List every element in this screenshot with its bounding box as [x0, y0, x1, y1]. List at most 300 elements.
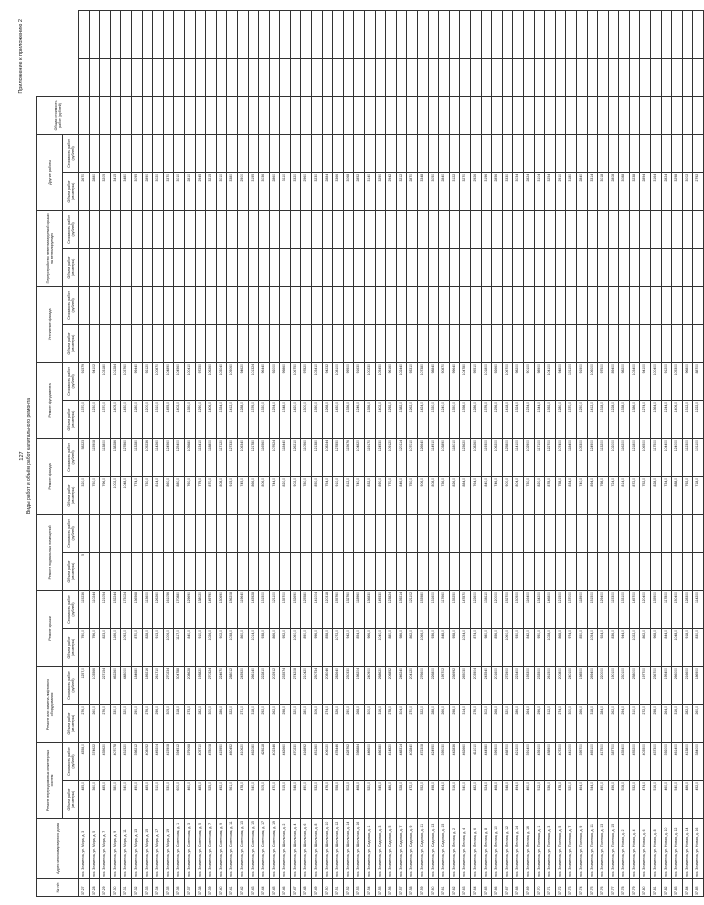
table-row: [227, 10, 238, 896]
table-cell: 391400: [523, 742, 534, 780]
table-cell: [502, 10, 513, 58]
table-cell: 208628: [184, 666, 195, 704]
table-cell: [513, 324, 524, 362]
table-cell: [629, 514, 640, 552]
table-cell: 106260: [206, 362, 217, 400]
table-cell: 884,0: [460, 476, 471, 514]
table-cell: 1038,0: [227, 628, 238, 666]
table-cell: 718,0: [693, 476, 704, 514]
table-cell: [79, 10, 90, 58]
table-cell: [248, 134, 259, 172]
table-cell: [312, 286, 323, 324]
row-address: пос. Знаменка, ул. Новая, д. 10: [661, 819, 672, 879]
table-cell: 1392,0: [545, 400, 556, 438]
table-cell: [386, 286, 397, 324]
table-cell: 398212: [131, 742, 142, 780]
table-cell: 1324,0: [513, 400, 524, 438]
table-cell: [651, 10, 662, 58]
table-cell: [481, 514, 492, 552]
header-group: Ремонт фасада: [37, 438, 63, 514]
table-cell: [534, 286, 545, 324]
table-cell: [184, 96, 195, 134]
table-row: [237, 10, 248, 896]
table-cell: [322, 96, 333, 134]
table-cell: [523, 324, 534, 362]
table-cell: [566, 514, 577, 552]
table-cell: [576, 324, 587, 362]
table-cell: 105300: [576, 438, 587, 476]
table-cell: 1364,0: [651, 400, 662, 438]
table-cell: 2870: [407, 172, 418, 210]
table-cell: 510,0: [153, 781, 164, 819]
row-address: пос. Знаменка, ул. Школьная, д. 2: [280, 819, 291, 879]
table-cell: [365, 10, 376, 58]
table-cell: 108260: [470, 438, 481, 476]
table-cell: 3348: [418, 172, 429, 210]
table-cell: 103760: [121, 362, 132, 400]
row-number: 37.72: [555, 879, 566, 897]
table-cell: [174, 58, 185, 96]
row-number: 37.48: [301, 879, 312, 897]
subheader-cost: Стоимость работ (рублей): [63, 514, 79, 552]
subheader-volume: Объем работ (кв.метры): [63, 324, 79, 362]
table-cell: [428, 58, 439, 96]
table-cell: [280, 134, 291, 172]
table-cell: [418, 96, 429, 134]
table-cell: 1382,0: [396, 400, 407, 438]
table-cell: 894,0: [587, 476, 598, 514]
table-cell: [460, 96, 471, 134]
table-cell: [587, 248, 598, 286]
table-cell: [460, 324, 471, 362]
row-number: 37.38: [195, 879, 206, 897]
table-cell: 360,0: [89, 781, 100, 819]
table-cell: [587, 552, 598, 590]
row-address: пос. Знаменка, ул. Новая, д. 6: [640, 819, 651, 879]
table-row: [682, 10, 693, 896]
table-cell: 151500: [587, 590, 598, 628]
table-cell: 532,0: [629, 781, 640, 819]
table-cell: 103890: [439, 438, 450, 476]
table-cell: 115908: [89, 438, 100, 476]
table-cell: 95510: [470, 362, 481, 400]
table-cell: [661, 58, 672, 96]
table-cell: 1312,0: [682, 400, 693, 438]
table-cell: 298,0: [449, 704, 460, 742]
table-cell: 460,0: [184, 781, 195, 819]
table-cell: [248, 210, 259, 248]
table-cell: 942,0: [343, 628, 354, 666]
table-cell: 88700: [693, 362, 704, 400]
table-row: [333, 10, 344, 896]
table-cell: [523, 134, 534, 172]
table-cell: 1117,0: [174, 628, 185, 666]
table-cell: 90100: [523, 362, 534, 400]
table-cell: 121100: [269, 590, 280, 628]
table-cell: 118440: [280, 438, 291, 476]
table-cell: 3254: [545, 172, 556, 210]
table-cell: 119300: [481, 438, 492, 476]
table-cell: 462260: [110, 666, 121, 704]
table-cell: 105300: [672, 362, 683, 400]
row-address: пос. Знаменка, ул. Школьная, д. 10: [322, 819, 333, 879]
table-cell: [248, 324, 259, 362]
table-cell: [142, 286, 153, 324]
table-cell: 472308: [418, 742, 429, 780]
table-cell: [301, 514, 312, 552]
table-cell: [121, 552, 132, 590]
table-cell: [682, 210, 693, 248]
table-cell: [237, 286, 248, 324]
table-cell: [693, 210, 704, 248]
table-cell: 210420: [301, 666, 312, 704]
table-cell: [301, 248, 312, 286]
table-cell: [301, 210, 312, 248]
table-cell: [259, 324, 270, 362]
table-cell: 814,0: [153, 476, 164, 514]
table-cell: 94620: [237, 362, 248, 400]
table-cell: 101100: [693, 438, 704, 476]
table-cell: 448000: [121, 666, 132, 704]
table-cell: [651, 552, 662, 590]
table-cell: [131, 134, 142, 172]
table-cell: 3010: [216, 172, 227, 210]
table-cell: [290, 248, 301, 286]
table-row: [79, 10, 90, 896]
table-cell: [100, 514, 111, 552]
table-cell: [513, 248, 524, 286]
table-cell: [248, 552, 259, 590]
table-cell: [354, 324, 365, 362]
row-number: 37.64: [470, 879, 481, 897]
table-cell: 3195: [248, 172, 259, 210]
table-cell: [354, 96, 365, 134]
table-cell: 2840: [439, 172, 450, 210]
table-cell: [608, 248, 619, 286]
table-cell: 435400: [619, 742, 630, 780]
table-cell: [439, 514, 450, 552]
table-cell: [502, 552, 513, 590]
table-cell: 888,0: [672, 476, 683, 514]
table-cell: [301, 134, 312, 172]
table-cell: 880,0: [386, 628, 397, 666]
table-cell: 230330: [343, 666, 354, 704]
table-cell: 243920: [237, 666, 248, 704]
table-cell: [693, 514, 704, 552]
table-cell: [407, 552, 418, 590]
table-cell: [672, 514, 683, 552]
table-cell: [481, 552, 492, 590]
table-cell: [290, 210, 301, 248]
table-cell: 250734: [312, 666, 323, 704]
table-cell: 930,0: [513, 628, 524, 666]
table-cell: 536,0: [545, 781, 556, 819]
table-cell: [280, 324, 291, 362]
table-cell: [449, 248, 460, 286]
table-cell: 986,0: [396, 628, 407, 666]
table-cell: 804,0: [513, 476, 524, 514]
table-cell: [333, 210, 344, 248]
table-cell: 92000: [269, 362, 280, 400]
table-cell: [290, 96, 301, 134]
table-cell: [343, 248, 354, 286]
table-cell: 1230,0: [89, 400, 100, 438]
table-cell: 1406,0: [672, 400, 683, 438]
row-address: пос. Знаменка, ул. Новая, д. 12: [672, 819, 683, 879]
table-cell: 1405,0: [110, 400, 121, 438]
table-cell: [153, 10, 164, 58]
table-cell: 1280,0: [131, 400, 142, 438]
table-cell: 116400: [523, 590, 534, 628]
table-cell: 115236: [79, 590, 90, 628]
table-cell: [195, 552, 206, 590]
table-cell: [502, 248, 513, 286]
row-number: 37.53: [354, 879, 365, 897]
table-cell: [587, 10, 598, 58]
table-cell: 1370,0: [100, 400, 111, 438]
table-cell: 268,0: [354, 704, 365, 742]
table-cell: 292,0: [259, 704, 270, 742]
table-cell: 502,0: [343, 781, 354, 819]
table-cell: 98840: [428, 362, 439, 400]
table-cell: [460, 58, 471, 96]
row-address: пос. Знаменка, ул. Мира, д. 7: [100, 819, 111, 879]
table-cell: 152700: [502, 590, 513, 628]
table-cell: 1222,0: [693, 400, 704, 438]
table-cell: 470,0: [269, 781, 280, 819]
table-cell: [534, 552, 545, 590]
table-cell: [619, 58, 630, 96]
table-cell: [174, 552, 185, 590]
row-address: пос. Знаменка, ул. Советская, д. 9: [216, 819, 227, 879]
table-cell: [672, 10, 683, 58]
table-cell: [206, 58, 217, 96]
subheader-volume: Объем работ (кв.метры): [63, 248, 79, 286]
subheader-cost: Стоимость работ (рублей): [63, 362, 79, 400]
table-cell: 415950: [216, 742, 227, 780]
table-cell: [428, 10, 439, 58]
table-cell: 105450: [375, 362, 386, 400]
row-number: 37.50: [322, 879, 333, 897]
table-cell: [502, 324, 513, 362]
table-cell: [418, 134, 429, 172]
table-cell: [555, 248, 566, 286]
table-cell: [407, 96, 418, 134]
table-cell: 730,0: [523, 476, 534, 514]
row-number: 37.68: [513, 879, 524, 897]
row-number: 37.84: [682, 879, 693, 897]
table-cell: [237, 134, 248, 172]
table-cell: 220000: [598, 666, 609, 704]
table-cell: 264,0: [523, 704, 534, 742]
table-cell: 3330: [502, 172, 513, 210]
table-cell: [651, 514, 662, 552]
table-cell: [248, 514, 259, 552]
table-cell: [460, 10, 471, 58]
table-cell: [163, 58, 174, 96]
table-cell: [280, 58, 291, 96]
table-row: [481, 10, 492, 896]
table-cell: 844,0: [661, 628, 672, 666]
table-cell: [460, 552, 471, 590]
table-cell: [449, 58, 460, 96]
table-cell: 1386,0: [629, 400, 640, 438]
table-cell: 1034,0: [460, 628, 471, 666]
table-cell: 490,0: [131, 781, 142, 819]
table-cell: 262,0: [269, 704, 280, 742]
table-cell: 548,0: [290, 781, 301, 819]
table-cell: 305,0: [163, 704, 174, 742]
table-cell: [566, 248, 577, 286]
rotated-landscape-sheet: [16, 15, 700, 897]
table-cell: [333, 514, 344, 552]
table-cell: [693, 96, 704, 134]
header-group: Ремонт фундамента: [37, 362, 63, 438]
row-address: пос. Знаменка, ул. Новая, д. 14: [682, 819, 693, 879]
table-cell: 740,0: [576, 476, 587, 514]
table-cell: 451260: [312, 742, 323, 780]
table-cell: [333, 552, 344, 590]
table-cell: [598, 248, 609, 286]
table-cell: 130690: [216, 590, 227, 628]
row-number: 37.29: [100, 879, 111, 897]
table-cell: 505,0: [259, 781, 270, 819]
table-cell: 924,0: [598, 628, 609, 666]
table-cell: 1002,0: [110, 476, 121, 514]
table-cell: 161056: [163, 590, 174, 628]
table-cell: [418, 58, 429, 96]
table-cell: 515,0: [280, 781, 291, 819]
table-cell: 306,0: [312, 704, 323, 742]
table-cell: [513, 552, 524, 590]
header-group: Ремонт внутридомовых инженерных систем: [37, 742, 63, 818]
table-cell: [269, 210, 280, 248]
table-cell: [142, 514, 153, 552]
table-cell: [227, 286, 238, 324]
table-row: [290, 10, 301, 896]
table-cell: 97250: [195, 362, 206, 400]
row-address: пос. Знаменка, ул. Советская, д. 17: [259, 819, 270, 879]
table-cell: 744,0: [269, 476, 280, 514]
table-cell: 3018: [598, 172, 609, 210]
table-cell: 96800: [682, 362, 693, 400]
table-cell: [322, 514, 333, 552]
table-cell: 1288,0: [237, 400, 248, 438]
row-number: 37.55: [375, 879, 386, 897]
table-cell: 141004: [312, 590, 323, 628]
table-cell: [672, 58, 683, 96]
table-cell: 316,0: [672, 704, 683, 742]
table-cell: 2792: [693, 172, 704, 210]
table-cell: 1257,0: [79, 666, 90, 704]
table-cell: [640, 96, 651, 134]
table-cell: 120114: [396, 438, 407, 476]
table-row: [555, 10, 566, 896]
row-address: пос. Знаменка, ул. Лесная, д. 4: [460, 819, 471, 879]
table-cell: 320,0: [121, 704, 132, 742]
table-cell: 806,0: [259, 476, 270, 514]
table-cell: [576, 10, 587, 58]
table-cell: [672, 134, 683, 172]
table-cell: [195, 248, 206, 286]
table-row: [651, 10, 662, 896]
table-cell: [439, 134, 450, 172]
table-cell: 156208: [227, 590, 238, 628]
table-cell: 408052: [142, 742, 153, 780]
table-cell: [206, 96, 217, 134]
table-cell: 379068: [184, 742, 195, 780]
table-row: [449, 10, 460, 896]
table-cell: [110, 96, 121, 134]
table-row: [301, 10, 312, 896]
table-cell: [502, 210, 513, 248]
table-cell: 1430,0: [121, 400, 132, 438]
table-cell: [174, 248, 185, 286]
table-cell: 417500: [598, 742, 609, 780]
table-cell: 826,0: [449, 476, 460, 514]
table-cell: [237, 58, 248, 96]
table-row: [174, 10, 185, 896]
table-cell: [322, 210, 333, 248]
table-cell: 258000: [629, 666, 640, 704]
table-cell: 490,0: [598, 781, 609, 819]
table-cell: 548,0: [502, 781, 513, 819]
table-cell: 866,0: [269, 628, 280, 666]
table-cell: 474,0: [640, 781, 651, 819]
table-cell: 117500: [651, 438, 662, 476]
table-cell: [418, 324, 429, 362]
row-number: 37.80: [640, 879, 651, 897]
table-cell: [216, 10, 227, 58]
table-cell: [269, 134, 280, 172]
row-number: 37.51: [333, 879, 344, 897]
table-cell: 834,0: [566, 476, 577, 514]
table-cell: 413800: [682, 742, 693, 780]
table-cell: 938,0: [259, 628, 270, 666]
table-cell: [407, 248, 418, 286]
subheader-volume: Объем работ (кв.метры): [63, 400, 79, 438]
table-cell: [206, 324, 217, 362]
table-cell: [629, 324, 640, 362]
table-cell: 189216: [142, 666, 153, 704]
table-cell: 424950: [428, 742, 439, 780]
table-cell: 862,0: [407, 628, 418, 666]
table-cell: 103410: [312, 362, 323, 400]
table-cell: [693, 58, 704, 96]
table-cell: [693, 286, 704, 324]
subheader-volume: Объем работ (кв.метры): [63, 781, 79, 819]
table-cell: [492, 514, 503, 552]
table-cell: 94800: [555, 362, 566, 400]
table-cell: 91200: [661, 362, 672, 400]
table-cell: 94232: [322, 362, 333, 400]
row-number: 37.34: [153, 879, 164, 897]
table-cell: 3068: [343, 172, 354, 210]
table-cell: [163, 248, 174, 286]
table-cell: [184, 210, 195, 248]
table-cell: 290,0: [131, 704, 142, 742]
table-row: [312, 10, 323, 896]
table-cell: 129690: [184, 590, 195, 628]
table-cell: 462080: [248, 742, 259, 780]
row-number: 37.52: [343, 879, 354, 897]
table-cell: [184, 552, 195, 590]
table-cell: [640, 324, 651, 362]
table-cell: 1344,0: [534, 400, 545, 438]
table-cell: 828,0: [651, 476, 662, 514]
table-cell: 395700: [576, 742, 587, 780]
table-cell: [290, 286, 301, 324]
